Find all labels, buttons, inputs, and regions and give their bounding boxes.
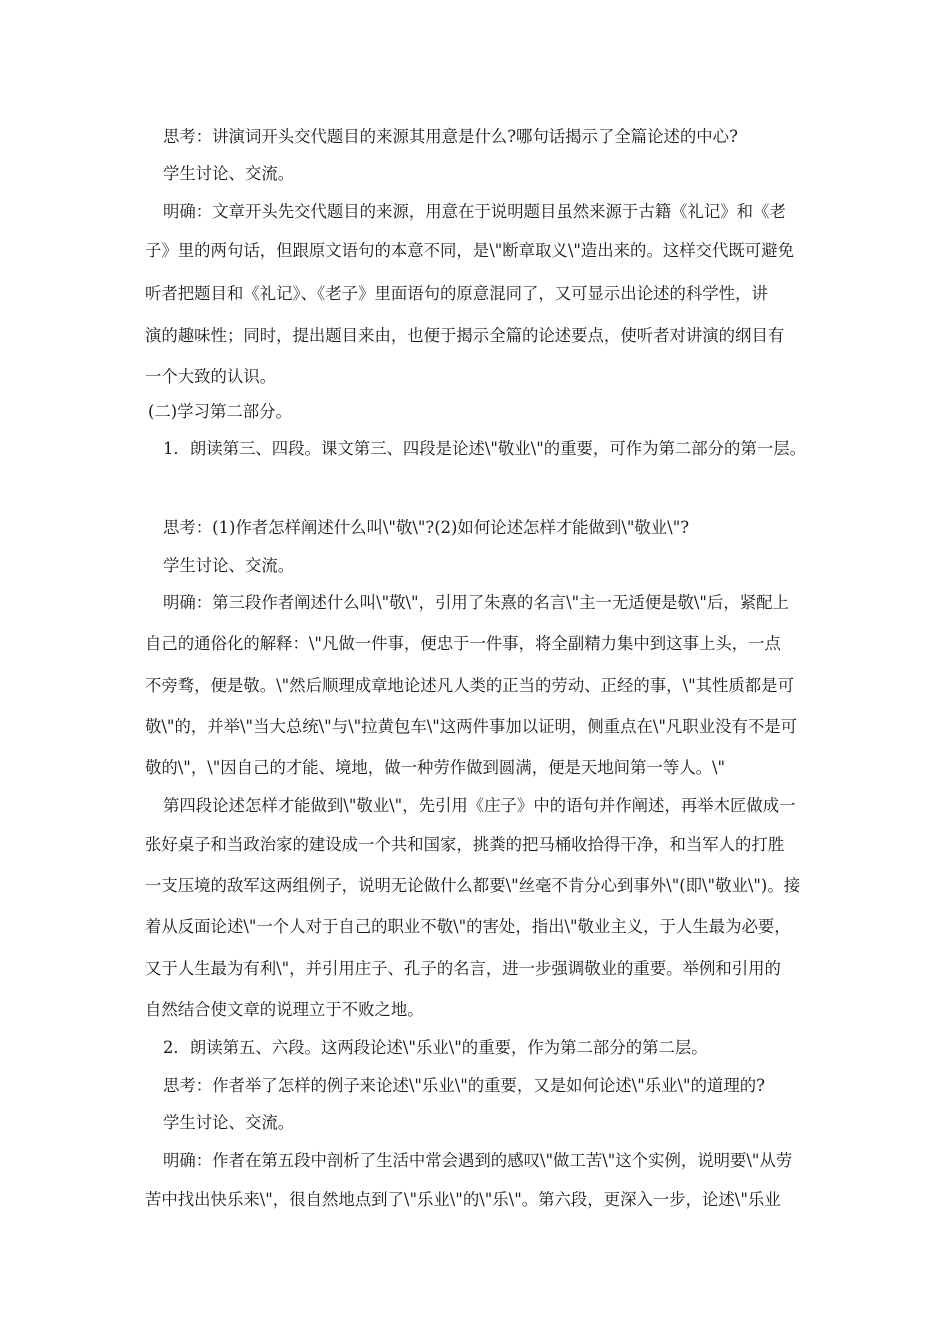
text-line: 思考：(1)作者怎样阐述什么叫\"敬\"?(2)如何论述怎样才能做到\"敬业\"? [163, 518, 690, 537]
text-line: 一支压境的敌军这两组例子，说明无论做什么都要\"丝毫不肯分心到事外\"(即\"敬业\")。接 [145, 876, 801, 895]
text-line: 明确：作者在第五段中剖析了生活中常会遇到的感叹\"做工苦\"这个实例，说明要\"从劳 [163, 1151, 793, 1170]
text-line: 张好桌子和当政治家的建设成一个共和国家，挑粪的把马桶收拾得干净，和当军人的打胜 [145, 835, 785, 854]
text-line: 敬\"的，并举\"当大总统\"与\"拉黄包车\"这两件事加以证明，侧重点在\"凡职业没有不是可 [145, 717, 798, 736]
section-heading: (二)学习第二部分。 [148, 402, 292, 421]
text-line: 学生讨论、交流。 [163, 556, 295, 575]
text-line: 子》里的两句话，但跟原文语句的本意不同，是\"断章取义\"造出来的。这样交代既可避免 [145, 241, 794, 260]
text-line: 苦中找出快乐来\"，很自然地点到了\"乐业\"的\"乐\"。第六段，更深入一步，论述\"乐业 [145, 1190, 781, 1209]
text-line: 明确：第三段作者阐述什么叫\"敬\"，引用了朱熹的名言\"主一无适便是敬\"后，紧配上 [163, 593, 789, 612]
text-line: 又于人生最为有利\"，并引用庄子、孔子的名言，进一步强调敬业的重要。举例和引用的 [145, 959, 781, 978]
text-line: 不旁骛，便是敬。\"然后顺理成章地论述凡人类的正当的劳动、正经的事，\"其性质都是可 [145, 676, 794, 695]
text-line: 2．朗读第五、六段。这两段论述\"乐业\"的重要，作为第二部分的第二层。 [163, 1038, 708, 1057]
text-line: 演的趣味性；同时，提出题目来由，也便于揭示全篇的论述要点，使听者对讲演的纲目有 [145, 326, 785, 345]
text-line: 一个大致的认识。 [145, 367, 277, 386]
text-line: 学生讨论、交流。 [163, 1113, 295, 1132]
text-line: 着从反面论述\"一个人对于自己的职业不敬\"的害处，指出\"敬业主义，于人生最为必要， [145, 917, 791, 936]
text-line: 自己的通俗化的解释：\"凡做一件事，便忠于一件事，将全副精力集中到这事上头，一点 [145, 634, 781, 653]
text-line: 1．朗读第三、四段。课文第三、四段是论述\"敬业\"的重要，可作为第二部分的第一层。 [163, 439, 807, 458]
text-line: 学生讨论、交流。 [163, 164, 295, 183]
text-line: 听者把题目和《礼记》、《老子》里面语句的原意混同了，又可显示出论述的科学性，讲 [145, 284, 768, 303]
text-line: 敬的\"，\"因自己的才能、境地，做一种劳作做到圆满，便是天地间第一等人。\" [145, 758, 726, 777]
text-line: 第四段论述怎样才能做到\"敬业\"，先引用《庄子》中的语句并作阐述，再举木匠做成一 [163, 796, 796, 815]
text-line: 思考：作者举了怎样的例子来论述\"乐业\"的重要，又是如何论述\"乐业\"的道理的? [163, 1076, 765, 1095]
text-line: 思考：讲演词开头交代题目的来源其用意是什么?哪句话揭示了全篇论述的中心? [163, 127, 738, 146]
text-line: 自然结合使文章的说理立于不败之地。 [145, 1000, 424, 1019]
text-line: 明确：文章开头先交代题目的来源，用意在于说明题目虽然来源于古籍《礼记》和《老 [163, 202, 786, 221]
